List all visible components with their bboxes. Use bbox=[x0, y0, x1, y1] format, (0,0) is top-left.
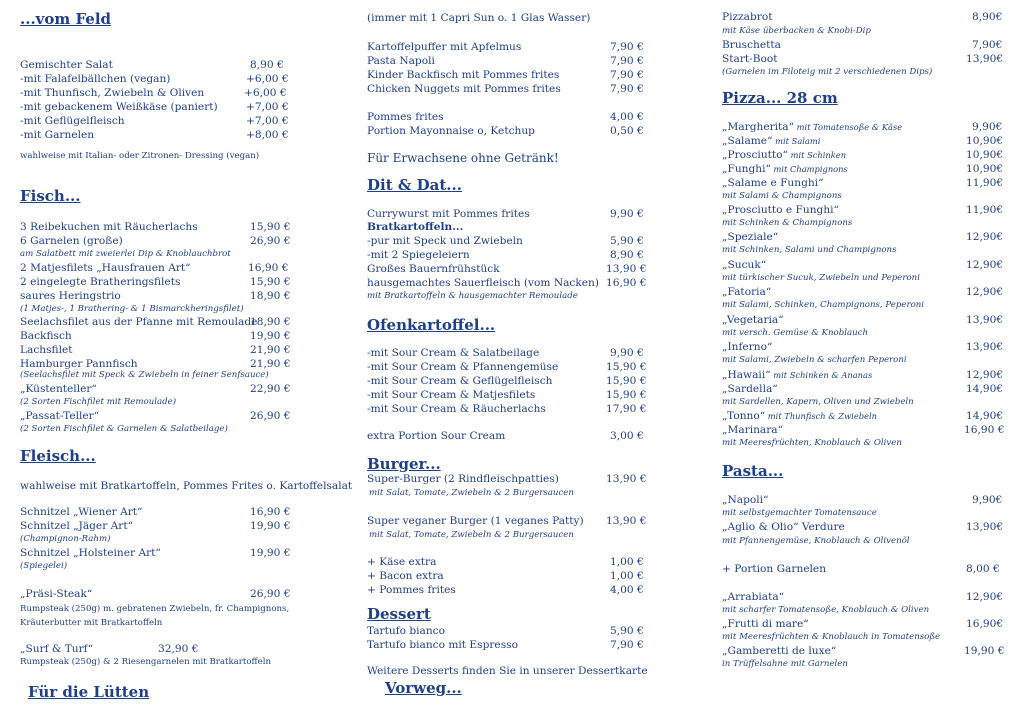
item-name: -mit Sour Cream & Pfannengemüse bbox=[367, 361, 559, 373]
menu-item bbox=[722, 562, 1007, 576]
menu-item bbox=[367, 402, 662, 416]
item-price: 3,00 € bbox=[610, 430, 644, 442]
menu-item bbox=[20, 86, 320, 100]
menu-item bbox=[367, 624, 662, 638]
menu-column-2 bbox=[367, 0, 662, 721]
menu-item bbox=[722, 120, 1007, 134]
kids-intro: (immer mit 1 Capri Sun o. 1 Glas Wasser) bbox=[367, 12, 591, 24]
item-price: 15,90 € bbox=[250, 221, 291, 233]
item-name: Lachsfilet bbox=[20, 344, 73, 356]
menu-item bbox=[20, 72, 320, 86]
item-price: 1,00 € bbox=[610, 556, 644, 568]
item-price: 4,00 € bbox=[610, 111, 644, 123]
item-price: 13,90 € bbox=[606, 473, 647, 485]
item-note: mit türkischer Sucuk, Zwiebeln und Peperoni bbox=[722, 273, 920, 283]
item-price: 19,90 € bbox=[964, 645, 1005, 657]
item-name: „Inferno“ bbox=[722, 341, 773, 353]
item-price: +8,00 € bbox=[246, 129, 289, 141]
item-name: Super-Burger (2 Rindfleischpatties) bbox=[367, 473, 559, 485]
menu-item bbox=[20, 220, 320, 234]
item-note: (Champignon-Rahm) bbox=[20, 534, 111, 544]
item-price: 8,90€ bbox=[972, 11, 1003, 23]
item-name: -mit Sour Cream & Räucherlachs bbox=[367, 403, 546, 415]
item-name: „Prosciutto e Funghi“ bbox=[722, 204, 839, 216]
item-name: Pizzabrot bbox=[722, 11, 773, 23]
dessert-note: Weitere Desserts finden Sie in unserer Dessertkarte bbox=[367, 665, 648, 677]
item-note: mit Schinken & Champignons bbox=[722, 218, 853, 228]
item-name: -mit Geflügelfleisch bbox=[20, 115, 125, 127]
menu-item bbox=[367, 68, 662, 82]
item-note: (1 Matjes-, 1 Brathering- & 1 Bismarckheringsfilet) bbox=[20, 304, 244, 314]
menu-item bbox=[20, 289, 320, 303]
item-name: 2 eingelegte Bratheringsfilets bbox=[20, 276, 181, 288]
item-name: „Prosciutto“ mit Schinken bbox=[722, 149, 847, 161]
menu-column-1 bbox=[20, 0, 353, 721]
item-price: 10,90€ bbox=[966, 149, 1004, 161]
item-note: Rumpsteak (250g) & 2 Riesengarnelen mit Bratkartoffeln bbox=[20, 657, 272, 667]
menu-item bbox=[367, 514, 662, 528]
item-name: „Frutti di mare“ bbox=[722, 618, 809, 630]
menu-item bbox=[20, 58, 320, 72]
menu-item bbox=[20, 329, 320, 343]
menu-item bbox=[722, 644, 1007, 658]
menu-item bbox=[722, 313, 1007, 327]
item-note: mit scharfer Tomatensoße, Knoblauch & Oliven bbox=[722, 605, 930, 615]
item-note: mit Käse überbacken & Knobi-Dip bbox=[722, 26, 871, 36]
item-price: 7,90 € bbox=[610, 41, 644, 53]
menu-item bbox=[20, 234, 320, 248]
item-price: 15,90 € bbox=[606, 389, 647, 401]
item-note: mit Meeresfrüchten, Knoblauch & Oliven bbox=[722, 438, 902, 448]
menu-item bbox=[367, 388, 662, 402]
item-note: (Seelachsfilet mit Speck & Zwiebeln in feiner Senfsauce) bbox=[20, 370, 269, 380]
item-name: + Portion Garnelen bbox=[722, 563, 827, 575]
item-name: „Aglio & Olio“ Verdure bbox=[722, 521, 845, 533]
item-price: +6,00 € bbox=[244, 87, 287, 99]
item-name: Super veganer Burger (1 veganes Patty) bbox=[367, 515, 584, 527]
item-price: 9,90€ bbox=[972, 494, 1003, 506]
item-price: 8,90 € bbox=[250, 59, 284, 71]
menu-item bbox=[20, 642, 320, 656]
dressing-note: wahlweise mit Italian- oder Zitronen- Dressing (vegan) bbox=[20, 151, 260, 161]
item-price: 5,90 € bbox=[610, 235, 644, 247]
item-note: mit Salami & Champignons bbox=[722, 191, 842, 201]
item-price: 14,90€ bbox=[966, 410, 1004, 422]
item-price: 21,90 € bbox=[250, 358, 291, 370]
adults-note: Für Erwachsene ohne Getränk! bbox=[367, 151, 559, 165]
item-name: Pasta Napoli bbox=[367, 55, 435, 67]
item-price: 11,90€ bbox=[966, 204, 1004, 216]
item-name: „Sucuk“ bbox=[722, 259, 767, 271]
menu-item bbox=[722, 368, 1007, 382]
menu-item bbox=[20, 128, 320, 142]
item-note: (Spiegelei) bbox=[20, 561, 68, 571]
menu-item bbox=[722, 382, 1007, 396]
menu-item bbox=[367, 40, 662, 54]
item-note: mit Salat, Tomate, Zwiebeln & 2 Burgersaucen bbox=[369, 530, 574, 540]
item-price: 15,90 € bbox=[250, 276, 291, 288]
menu-item bbox=[367, 207, 662, 221]
item-name: + Käse extra bbox=[367, 556, 437, 568]
item-price: 7,90 € bbox=[610, 69, 644, 81]
item-name: Gemischter Salat bbox=[20, 59, 113, 71]
menu-item bbox=[722, 617, 1007, 631]
item-price: 13,90€ bbox=[966, 521, 1004, 533]
item-name: 2 Matjesfilets „Hausfrauen Art“ bbox=[20, 262, 191, 274]
menu-item bbox=[20, 275, 320, 289]
item-name: „Salame e Funghi“ bbox=[722, 177, 824, 189]
item-name: „Tonno“ mit Thunfisch & Zwiebeln bbox=[722, 410, 877, 422]
item-name: Portion Mayonnaise o, Ketchup bbox=[367, 125, 535, 137]
item-price: 21,90 € bbox=[250, 344, 291, 356]
item-price: 26,90 € bbox=[250, 588, 291, 600]
item-price: 4,00 € bbox=[610, 584, 644, 596]
menu-item bbox=[20, 261, 320, 275]
item-name: Kinder Backfisch mit Pommes frites bbox=[367, 69, 560, 81]
item-price: 15,90 € bbox=[606, 361, 647, 373]
menu-item bbox=[367, 555, 662, 569]
fleisch-intro: wahlweise mit Bratkartoffeln, Pommes Frites o. Kartoffelsalat bbox=[20, 480, 353, 492]
menu-item bbox=[367, 124, 662, 138]
section-title-vorweg: Vorweg... bbox=[385, 679, 462, 697]
section-title-fuer-die-luetten: Für die Lütten bbox=[28, 683, 150, 701]
menu-item bbox=[722, 38, 1007, 52]
item-name: Seelachsfilet aus der Pfanne mit Remoulade bbox=[20, 316, 258, 328]
item-note: am Salatbett mit zweierlei Dip & Knoblauchbrot bbox=[20, 249, 231, 259]
item-price: 5,90 € bbox=[610, 625, 644, 637]
item-price: 7,90 € bbox=[610, 639, 644, 651]
item-name: -mit Sour Cream & Matjesfilets bbox=[367, 389, 536, 401]
item-name: extra Portion Sour Cream bbox=[367, 430, 506, 442]
menu-item bbox=[20, 409, 320, 423]
item-name: „Hawaii“ mit Schinken & Ananas bbox=[722, 369, 873, 381]
section-title-dessert: Dessert bbox=[367, 605, 431, 623]
item-name: saures Heringstrio bbox=[20, 290, 121, 302]
item-note: Rumpsteak (250g) m. gebratenen Zwiebeln, fr. Champignons, bbox=[20, 604, 290, 614]
item-price: 17,90 € bbox=[606, 403, 647, 415]
item-price: 14,90€ bbox=[966, 383, 1004, 395]
item-price: 13,90€ bbox=[966, 53, 1004, 65]
item-price: 16,90 € bbox=[250, 506, 291, 518]
menu-item bbox=[722, 340, 1007, 354]
item-name: Schnitzel „Holsteiner Art“ bbox=[20, 547, 161, 559]
menu-item bbox=[722, 590, 1007, 604]
menu-item bbox=[722, 493, 1007, 507]
item-name: „Salame“ mit Salami bbox=[722, 135, 821, 147]
item-name: „Gamberetti de luxe“ bbox=[722, 645, 837, 657]
item-name: + Pommes frites bbox=[367, 584, 456, 596]
item-price: 10,90€ bbox=[966, 135, 1004, 147]
menu-column-3 bbox=[722, 0, 1007, 721]
item-note: mit Salami, Zwiebeln & scharfen Peperoni bbox=[722, 355, 907, 365]
item-price: 13,90 € bbox=[606, 263, 647, 275]
item-price: 16,90 € bbox=[964, 424, 1005, 436]
bratkartoffeln-label: Bratkartoffeln... bbox=[367, 221, 464, 233]
item-price: 12,90€ bbox=[966, 591, 1004, 603]
item-name: -mit Garnelen bbox=[20, 129, 95, 141]
item-price: 12,90€ bbox=[966, 259, 1004, 271]
item-name: „Margherita“ mit Tomatensoße & Käse bbox=[722, 121, 903, 133]
item-price: 26,90 € bbox=[250, 235, 291, 247]
menu-item bbox=[20, 505, 320, 519]
item-name: Kartoffelpuffer mit Apfelmus bbox=[367, 41, 522, 53]
menu-item bbox=[20, 382, 320, 396]
item-price: 12,90€ bbox=[966, 286, 1004, 298]
item-name: -mit gebackenem Weißkäse (paniert) bbox=[20, 101, 218, 113]
item-name: „Arrabiata“ bbox=[722, 591, 785, 603]
item-price: 0,50 € bbox=[610, 125, 644, 137]
item-name: „Passat-Teller“ bbox=[20, 410, 100, 422]
menu-item bbox=[20, 587, 320, 601]
item-name: -mit Sour Cream & Salatbeilage bbox=[367, 347, 540, 359]
item-price: 26,90 € bbox=[250, 410, 291, 422]
item-note: mit Schinken, Salami und Champignons bbox=[722, 245, 897, 255]
item-name: -pur mit Speck und Zwiebeln bbox=[367, 235, 523, 247]
item-name: hausgemachtes Sauerfleisch (vom Nacken) bbox=[367, 277, 599, 289]
item-note: in Trüffelsahne mit Garnelen bbox=[722, 659, 848, 669]
item-price: 9,90 € bbox=[610, 208, 644, 220]
item-price: 19,90 € bbox=[250, 547, 291, 559]
menu-item bbox=[367, 82, 662, 96]
item-name: „Speziale“ bbox=[722, 231, 779, 243]
menu-item bbox=[20, 546, 320, 560]
menu-item bbox=[367, 234, 662, 248]
section-title-fisch: Fisch... bbox=[20, 187, 81, 205]
item-price: 13,90€ bbox=[966, 341, 1004, 353]
section-title-dit-dat: Dit & Dat... bbox=[367, 176, 462, 194]
item-note: mit Sardellen, Kapern, Oliven und Zwiebeln bbox=[722, 397, 914, 407]
menu-item bbox=[722, 409, 1007, 423]
item-name: Tartufo bianco bbox=[367, 625, 445, 637]
item-price: 12,90€ bbox=[966, 231, 1004, 243]
menu-item bbox=[367, 638, 662, 652]
item-name: „Präsi-Steak“ bbox=[20, 588, 93, 600]
item-note: mit Salat, Tomate, Zwiebeln & 2 Burgersaucen bbox=[369, 488, 574, 498]
item-name: Pommes frites bbox=[367, 111, 444, 123]
menu-item bbox=[722, 176, 1007, 190]
item-note: mit Pfannengemüse, Knoblauch & Olivenöl bbox=[722, 536, 910, 546]
item-price: +7,00 € bbox=[246, 115, 289, 127]
section-title-burger: Burger... bbox=[367, 455, 441, 473]
item-name: Schnitzel „Jäger Art“ bbox=[20, 520, 134, 532]
menu-item bbox=[722, 52, 1007, 66]
section-title-ofenkartoffel: Ofenkartoffel... bbox=[367, 316, 496, 334]
item-price: 7,90 € bbox=[610, 55, 644, 67]
item-name: „Fatoria“ bbox=[722, 286, 772, 298]
item-price: +7,00 € bbox=[246, 101, 289, 113]
menu-item bbox=[722, 162, 1007, 176]
item-price: 13,90 € bbox=[606, 515, 647, 527]
menu-item bbox=[20, 100, 320, 114]
item-price: 1,00 € bbox=[610, 570, 644, 582]
item-name: + Bacon extra bbox=[367, 570, 444, 582]
item-price: 11,90€ bbox=[966, 177, 1004, 189]
menu-item bbox=[20, 519, 320, 533]
item-name: „Marinara“ bbox=[722, 424, 784, 436]
section-title-fleisch: Fleisch... bbox=[20, 447, 96, 465]
menu-item bbox=[367, 248, 662, 262]
menu-item bbox=[722, 423, 1007, 437]
item-name: Backfisch bbox=[20, 330, 72, 342]
item-price: 7,90€ bbox=[972, 39, 1003, 51]
section-title-vom-feld: ...vom Feld bbox=[20, 10, 112, 28]
menu-item bbox=[20, 114, 320, 128]
menu-item bbox=[722, 285, 1007, 299]
item-note: (2 Sorten Fischfilet mit Remoulade) bbox=[20, 397, 177, 407]
menu-item bbox=[367, 346, 662, 360]
menu-item bbox=[367, 110, 662, 124]
menu-item bbox=[367, 429, 662, 443]
menu-item bbox=[722, 520, 1007, 534]
item-note: mit selbstgemachter Tomatensauce bbox=[722, 508, 877, 518]
item-price: 7,90 € bbox=[610, 83, 644, 95]
item-note: Kräuterbutter mit Bratkartoffeln bbox=[20, 618, 163, 628]
menu-item bbox=[367, 374, 662, 388]
item-name: Chicken Nuggets mit Pommes frites bbox=[367, 83, 561, 95]
item-name: Start-Boot bbox=[722, 53, 778, 65]
menu-item bbox=[722, 148, 1007, 162]
item-name: „Funghi“ mit Champignons bbox=[722, 163, 848, 175]
item-price: 22,90 € bbox=[250, 383, 291, 395]
item-price: 16,90 € bbox=[248, 262, 289, 274]
item-price: 16,90€ bbox=[966, 618, 1004, 630]
item-name: „Surf & Turf“ bbox=[20, 643, 94, 655]
item-note: (2 Sorten Fischfilet & Garnelen & Salatbeilage) bbox=[20, 424, 228, 434]
item-price: 19,90 € bbox=[250, 520, 291, 532]
menu-item bbox=[367, 54, 662, 68]
item-price: 8,00 € bbox=[966, 563, 1000, 575]
item-note: mit Bratkartoffeln & hausgemachter Remoulade bbox=[367, 291, 578, 301]
menu-item bbox=[367, 276, 662, 290]
item-name: Currywurst mit Pommes frites bbox=[367, 208, 530, 220]
item-note: mit Salami, Schinken, Champignons, Peperoni bbox=[722, 300, 925, 310]
item-note: mit versch. Gemüse & Knoblauch bbox=[722, 328, 868, 338]
menu-item bbox=[722, 203, 1007, 217]
item-name: -mit Thunfisch, Zwiebeln & Oliven bbox=[20, 87, 205, 99]
item-name: „Küstenteller“ bbox=[20, 383, 97, 395]
item-price: 32,90 € bbox=[158, 643, 199, 655]
menu-item bbox=[722, 230, 1007, 244]
item-name: Bruschetta bbox=[722, 39, 781, 51]
item-name: -mit Falafelbällchen (vegan) bbox=[20, 73, 171, 85]
item-name: Hamburger Pannfisch bbox=[20, 358, 138, 370]
item-name: „Napoli“ bbox=[722, 494, 769, 506]
item-name: Tartufo bianco mit Espresso bbox=[367, 639, 518, 651]
item-price: 10,90€ bbox=[966, 163, 1004, 175]
item-note: (Garnelen im Filoteig mit 2 verschiedenen Dips) bbox=[722, 67, 933, 77]
section-title-pasta: Pasta... bbox=[722, 462, 784, 480]
item-name: 6 Garnelen (große) bbox=[20, 235, 123, 247]
menu-item bbox=[722, 10, 1007, 24]
menu-item bbox=[367, 583, 662, 597]
menu-item bbox=[367, 569, 662, 583]
item-name: Schnitzel „Wiener Art“ bbox=[20, 506, 143, 518]
menu-item bbox=[367, 262, 662, 276]
item-name: -mit 2 Spiegeleiern bbox=[367, 249, 470, 261]
section-title-pizza: Pizza... 28 cm bbox=[722, 89, 838, 107]
item-price: 18,90 € bbox=[250, 290, 291, 302]
menu-item bbox=[367, 472, 662, 486]
item-name: -mit Sour Cream & Geflügelfleisch bbox=[367, 375, 553, 387]
item-price: 12,90€ bbox=[966, 369, 1004, 381]
item-price: 19,90 € bbox=[250, 330, 291, 342]
item-price: +6,00 € bbox=[246, 73, 289, 85]
menu-item bbox=[722, 134, 1007, 148]
item-price: 16,90 € bbox=[606, 277, 647, 289]
item-price: 18,90 € bbox=[250, 316, 291, 328]
item-price: 9,90 € bbox=[610, 347, 644, 359]
item-note: mit Meeresfrüchten & Knoblauch in Tomatensoße bbox=[722, 632, 941, 642]
menu-item bbox=[367, 360, 662, 374]
menu-item bbox=[20, 315, 320, 329]
menu-item bbox=[722, 258, 1007, 272]
menu-item bbox=[20, 343, 320, 357]
item-name: 3 Reibekuchen mit Räucherlachs bbox=[20, 221, 198, 233]
item-price: 15,90 € bbox=[606, 375, 647, 387]
item-name: Großes Bauernfrühstück bbox=[367, 263, 500, 275]
item-price: 8,90 € bbox=[610, 249, 644, 261]
item-name: „Sardella“ bbox=[722, 383, 778, 395]
item-name: „Vegetaria“ bbox=[722, 314, 784, 326]
item-price: 9,90€ bbox=[972, 121, 1003, 133]
item-price: 13,90€ bbox=[966, 314, 1004, 326]
